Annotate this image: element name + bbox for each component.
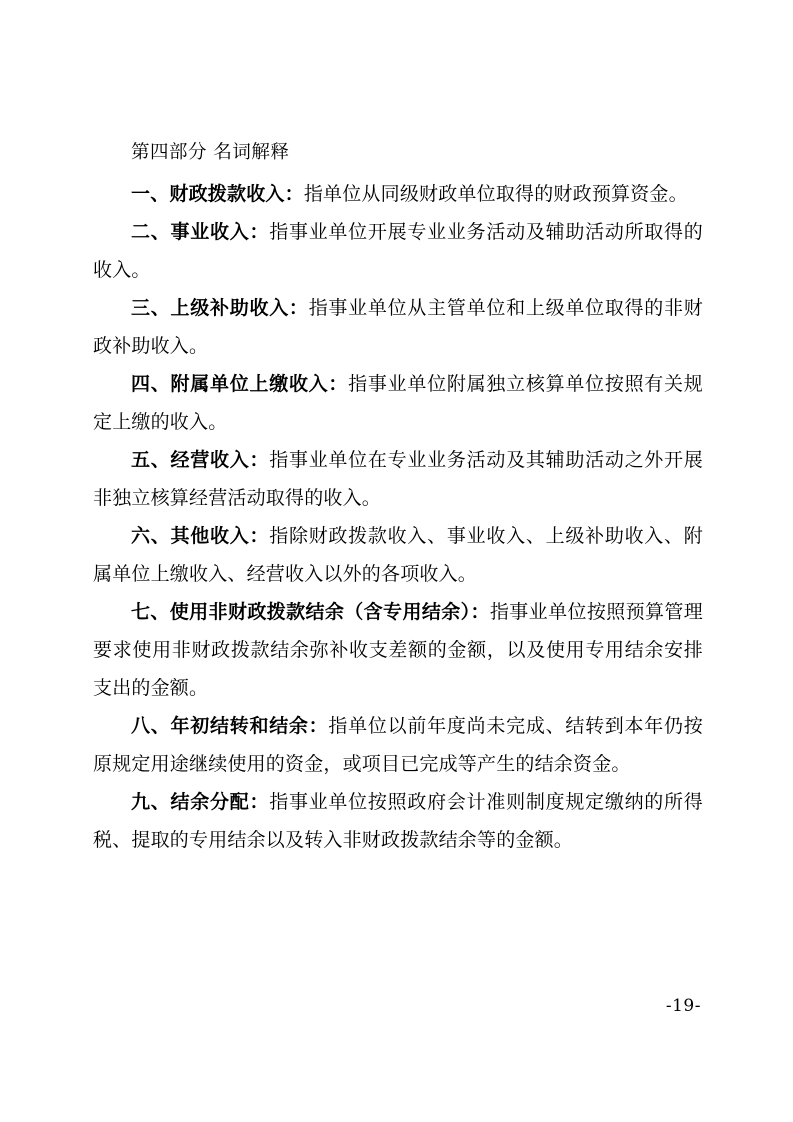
- term-label: 一、财政拨款收入：: [131, 182, 304, 205]
- term-definition: 指单位从同级财政单位取得的财政预算资金。: [303, 182, 688, 205]
- term-label: 五、经营收入：: [131, 448, 270, 471]
- term-paragraph: [93, 593, 703, 707]
- term-definition: 指事业单位从主管单位和上级单位取得的非财政补助收入。: [93, 296, 703, 357]
- term-label: 三、上级补助收入：: [131, 296, 309, 319]
- term-label: 二、事业收入：: [131, 220, 270, 243]
- term-paragraph: [93, 175, 703, 213]
- term-paragraph: [93, 441, 703, 517]
- term-definition: 指除财政拨款收入、事业收入、上级补助收入、附属单位上缴收入、经营收入以外的各项收入。: [93, 524, 703, 585]
- term-paragraph: [93, 707, 703, 783]
- term-label: 九、结余分配：: [131, 790, 270, 813]
- term-paragraph: [93, 365, 703, 441]
- term-definition: 指事业单位开展专业业务活动及辅助活动所取得的收入。: [93, 220, 703, 281]
- term-paragraph: [93, 289, 703, 365]
- document-body: [93, 144, 703, 859]
- term-definition: 指事业单位附属独立核算单位按照有关规定上缴的收入。: [93, 372, 703, 433]
- term-definition: 指单位以前年度尚未完成、结转到本年仍按原规定用途继续使用的资金，或项目已完成等产生的结余资金。: [93, 714, 703, 775]
- section-title: 第四部分 名词解释: [131, 142, 290, 163]
- term-paragraph: [93, 213, 703, 289]
- term-definition: 指事业单位按照预算管理要求使用非财政拨款结余弥补收支差额的金额，以及使用专用结余安排支出的金额。: [93, 600, 703, 699]
- term-definition: 指事业单位按照政府会计准则制度规定缴纳的所得税、提取的专用结余以及转入非财政拨款结余等的金额。: [93, 790, 703, 851]
- term-label: 七、使用非财政拨款结余（含专用结余）：: [131, 600, 490, 623]
- term-paragraph: [93, 517, 703, 593]
- term-label: 六、其他收入：: [131, 524, 270, 547]
- term-definition: 指事业单位在专业业务活动及其辅助活动之外开展非独立核算经营活动取得的收入。: [93, 448, 703, 509]
- page-number: -19-: [665, 996, 701, 1016]
- term-paragraph: [93, 783, 703, 859]
- term-label: 四、附属单位上缴收入：: [131, 372, 349, 395]
- term-label: 八、年初结转和结余：: [131, 714, 329, 737]
